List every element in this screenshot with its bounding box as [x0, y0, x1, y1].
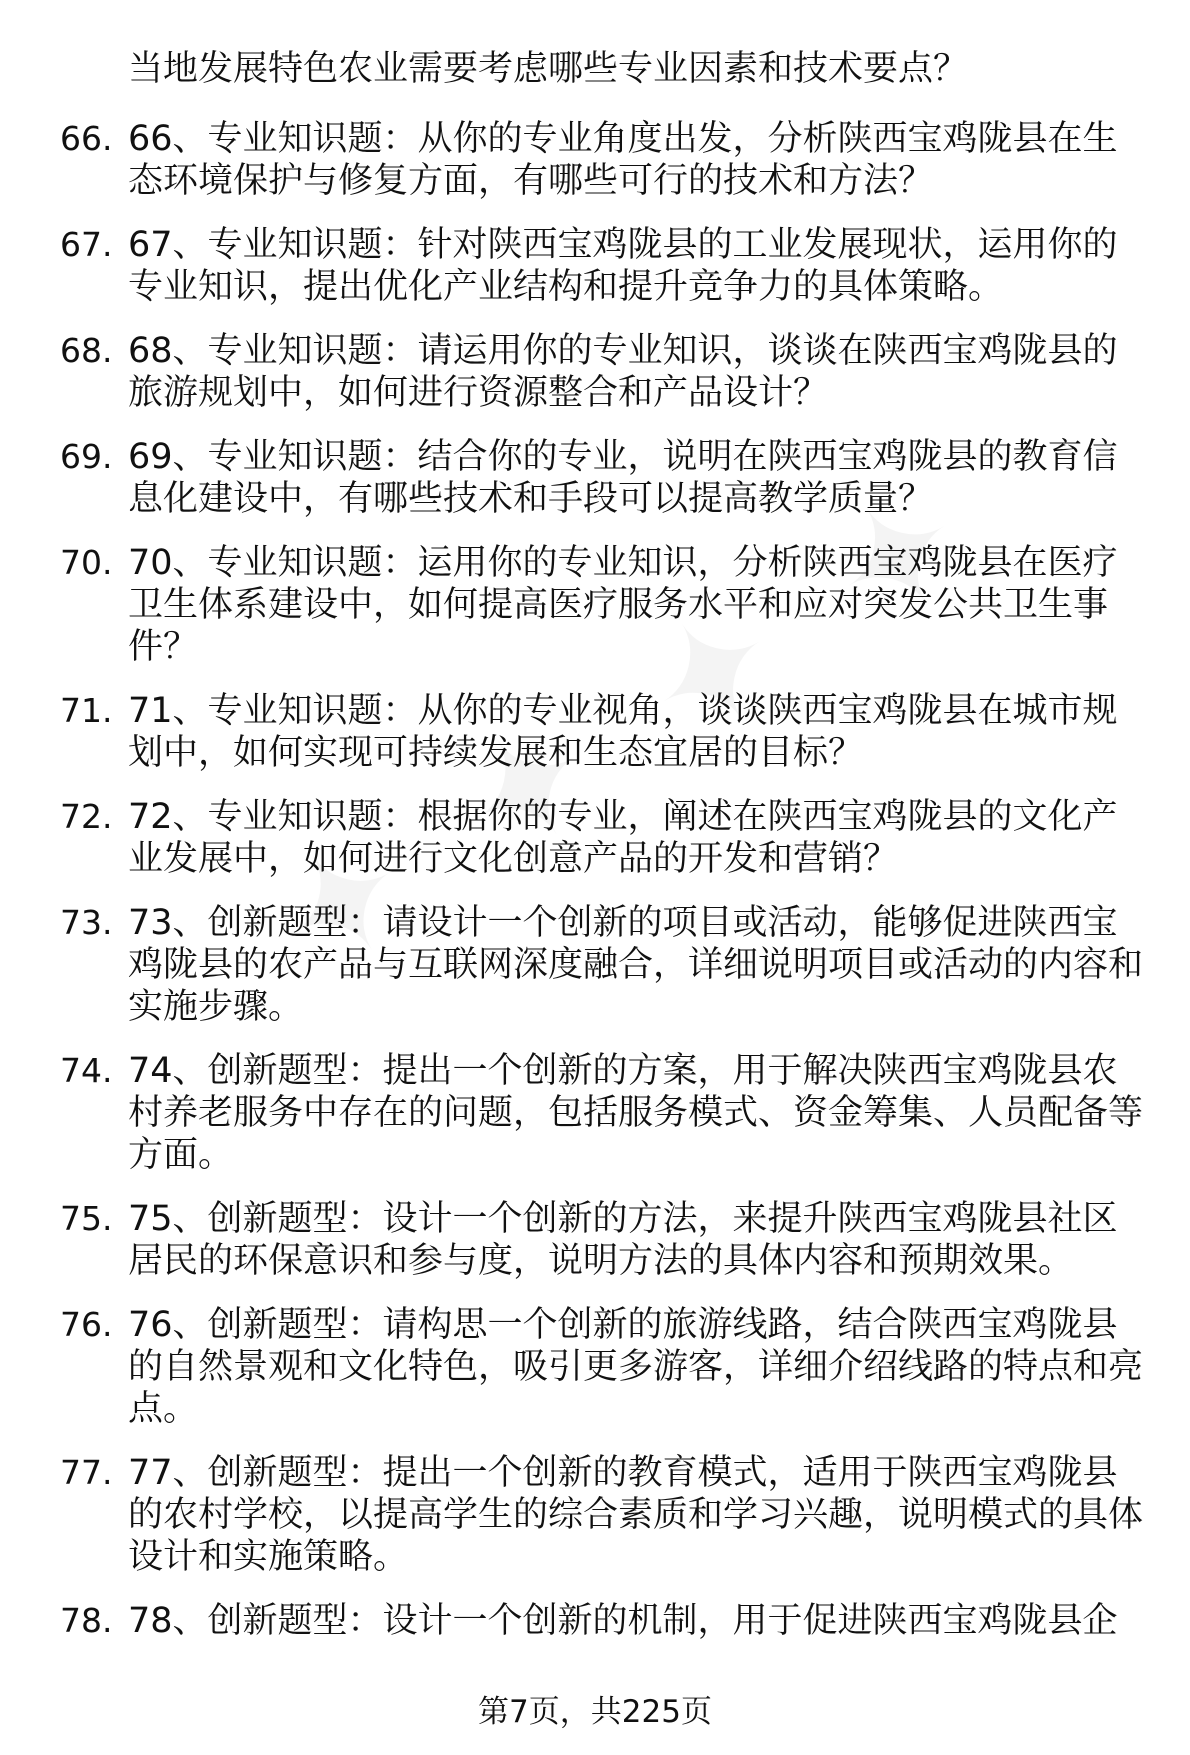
item-text: 66、专业知识题：从你的专业角度出发，分析陕西宝鸡陇县在生态环境保护与修复方面，有哪些可行的技术和方法？ [128, 119, 1118, 201]
list-item [60, 1452, 1150, 1578]
item-text: 67、专业知识题：针对陕西宝鸡陇县的工业发展现状，运用你的专业知识，提出优化产业结构和提升竞争力的具体策略。 [128, 225, 1118, 307]
list-item [60, 1198, 1150, 1282]
list-item [60, 902, 1150, 1028]
item-number: 71. [60, 691, 113, 730]
item-number: 77. [60, 1453, 113, 1492]
item-text: 72、专业知识题：根据你的专业，阐述在陕西宝鸡陇县的文化产业发展中，如何进行文化创意产品的开发和营销？ [128, 797, 1118, 879]
item-number: 75. [60, 1199, 113, 1238]
list-item [60, 1600, 1150, 1642]
page-footer: 第7页，共225页 [478, 1694, 712, 1730]
list-item [60, 1050, 1150, 1176]
list-item [60, 436, 1150, 520]
item-number: 72. [60, 797, 113, 836]
list-item [60, 224, 1150, 308]
item-text: 77、创新题型：提出一个创新的教育模式，适用于陕西宝鸡陇县的农村学校，以提高学生的综合素质和学习兴趣，说明模式的具体设计和实施策略。 [128, 1453, 1144, 1577]
item-number: 67. [60, 225, 113, 264]
item-number: 74. [60, 1051, 113, 1090]
item-number: 68. [60, 331, 113, 370]
item-number: 66. [60, 119, 113, 158]
item-text: 71、专业知识题：从你的专业视角，谈谈陕西宝鸡陇县在城市规划中，如何实现可持续发展和生态宜居的目标？ [128, 691, 1118, 773]
list-item [60, 1304, 1150, 1430]
continuation-text: 当地发展特色农业需要考虑哪些专业因素和技术要点？ [128, 49, 969, 89]
item-text: 75、创新题型：设计一个创新的方法，来提升陕西宝鸡陇县社区居民的环保意识和参与度，说明方法的具体内容和预期效果。 [128, 1199, 1118, 1281]
item-number: 76. [60, 1305, 113, 1344]
item-text: 76、创新题型：请构思一个创新的旅游线路，结合陕西宝鸡陇县的自然景观和文化特色，吸引更多游客，详细介绍线路的特点和亮点。 [128, 1305, 1144, 1429]
item-text: 69、专业知识题：结合你的专业，说明在陕西宝鸡陇县的教育信息化建设中，有哪些技术和手段可以提高教学质量？ [128, 437, 1118, 519]
item-text: 73、创新题型：请设计一个创新的项目或活动，能够促进陕西宝鸡陇县的农产品与互联网深度融合，详细说明项目或活动的内容和实施步骤。 [128, 903, 1144, 1027]
item-number: 73. [60, 903, 113, 942]
item-text: 74、创新题型：提出一个创新的方案，用于解决陕西宝鸡陇县农村养老服务中存在的问题，包括服务模式、资金筹集、人员配备等方面。 [128, 1051, 1144, 1175]
item-text: 78、创新题型：设计一个创新的机制，用于促进陕西宝鸡陇县企 [128, 1601, 1118, 1641]
list-item [60, 796, 1150, 880]
list-item [60, 690, 1150, 774]
item-number: 78. [60, 1601, 113, 1640]
item-number: 69. [60, 437, 113, 476]
list-item [60, 118, 1150, 202]
item-text: 68、专业知识题：请运用你的专业知识，谈谈在陕西宝鸡陇县的旅游规划中，如何进行资源整合和产品设计？ [128, 331, 1118, 413]
item-text: 70、专业知识题：运用你的专业知识，分析陕西宝鸡陇县在医疗卫生体系建设中，如何提高医疗服务水平和应对突发公共卫生事件？ [128, 543, 1118, 667]
question-list [60, 118, 1160, 1664]
item-number: 70. [60, 543, 113, 582]
list-item [60, 330, 1150, 414]
list-item [60, 542, 1150, 668]
